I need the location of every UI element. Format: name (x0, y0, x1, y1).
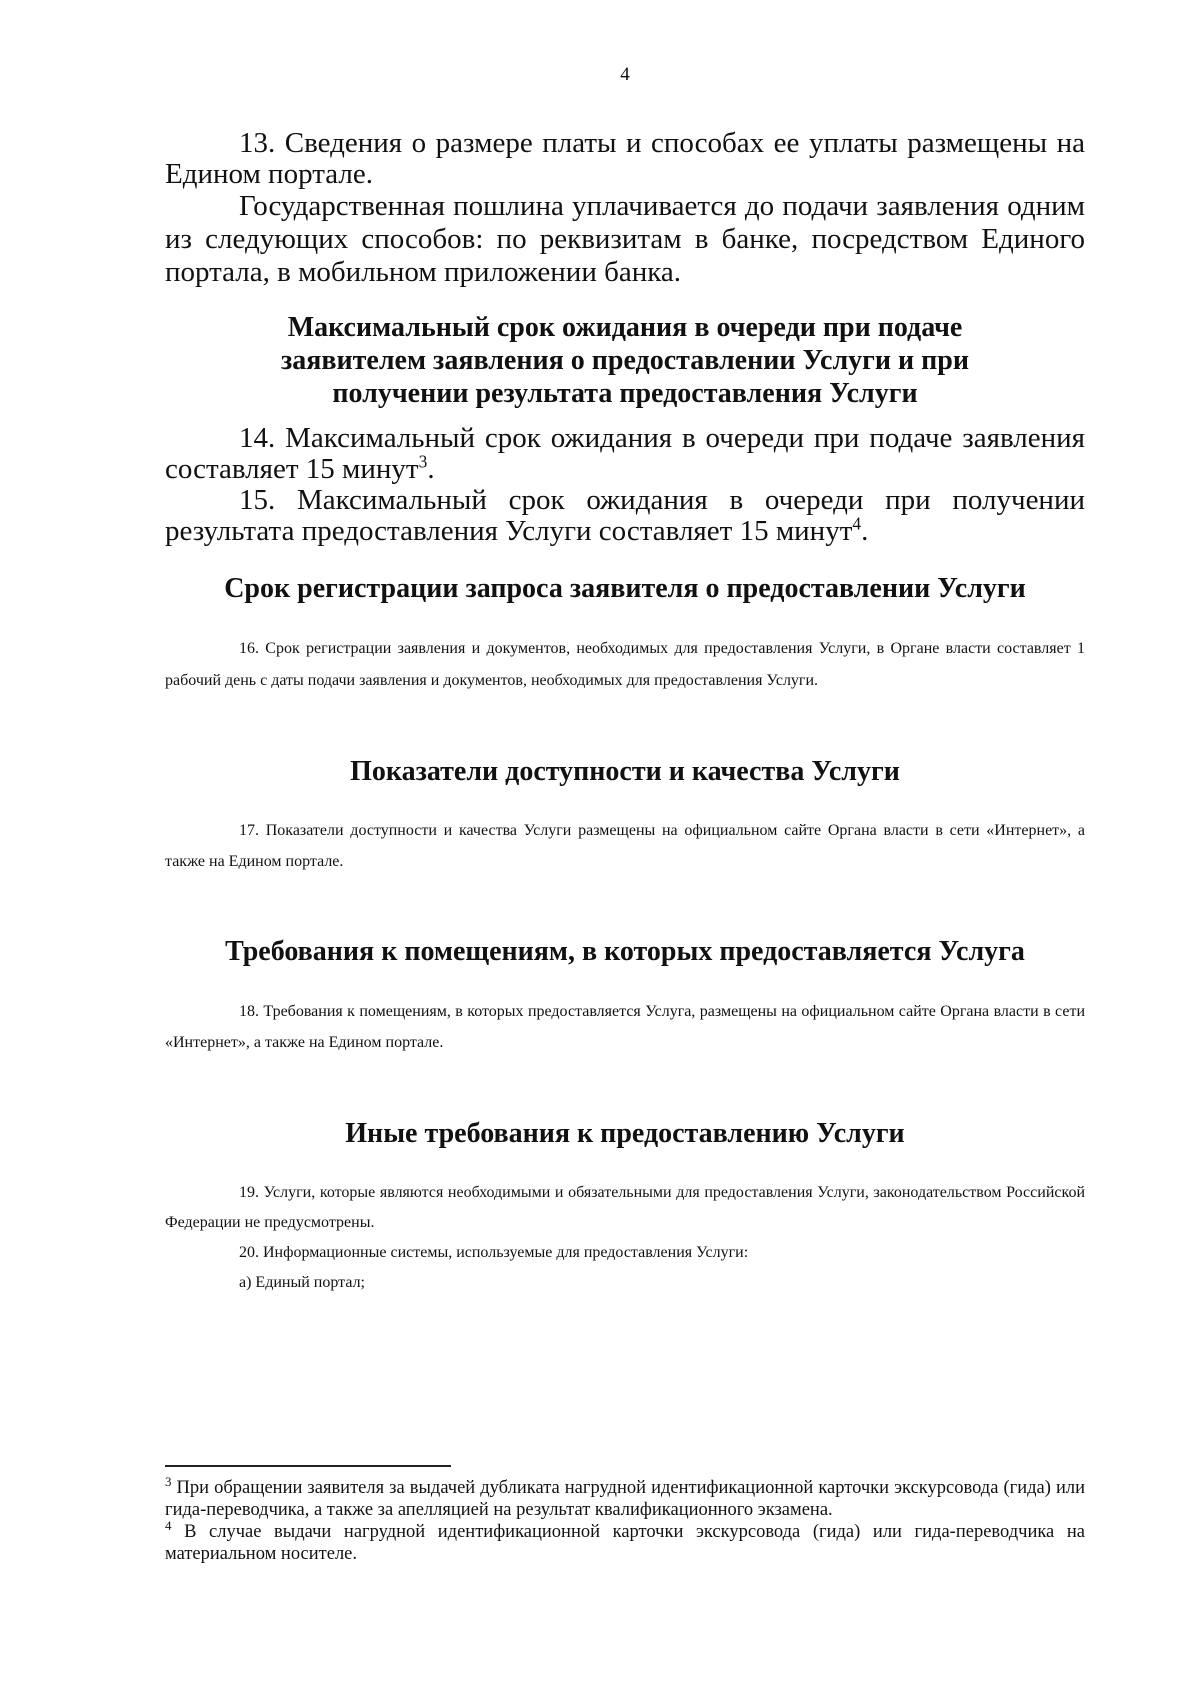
paragraph-18: 18. Требования к помещениям, в которых предоставляется Услуга, размещены на официальном сайте Органа власти в сети «Интернет», а также на Едином портале. (165, 1003, 1085, 1051)
paragraph-14 (165, 423, 1085, 485)
paragraph-13: 13. Сведения о размере платы и способах ее уплаты размещены на Едином портале. (165, 127, 1085, 190)
heading-quality: Показатели доступности и качества Услуги (350, 756, 900, 787)
footnote-separator (165, 1465, 451, 1467)
heading-other-requirements: Иные требования к предоставлению Услуги (345, 1118, 905, 1149)
section-14-15 (165, 423, 1085, 547)
paragraph-14-text: 14. Максимальный срок ожидания в очереди при подаче заявления составляет 15 минут (165, 422, 1085, 485)
footnote-4 (165, 1517, 1085, 1565)
section-wait-heading (165, 311, 1085, 410)
footnote-4-text: В случае выдачи нагрудной идентификационной карточки экскурсовода (гида) или гида-переводчика на материальном носителе. (165, 1522, 1085, 1564)
section-17 (165, 815, 1085, 877)
paragraph-20a: а) Единый портал; (239, 1274, 365, 1291)
paragraph-19: 19. Услуги, которые являются необходимыми и обязательными для предоставления Услуги, законодательством Российской Федерации не предусмотрены. (165, 1184, 1085, 1231)
paragraph-13-duty: Государственная пошлина уплачивается до подачи заявления одним из следующих способов: по реквизитам в банке, посредством Единого портала, в мобильном приложении банка. (165, 190, 1085, 288)
footnote-3-text: При обращении заявителя за выдачей дубликата нагрудной идентификационной карточки экскурсовода (гида) или гида-переводчика, а также за апелляцией на результат квалификационного экзамена. (165, 1478, 1085, 1520)
footnote-ref-4: 4 (852, 513, 862, 534)
section-13 (165, 128, 1085, 289)
section-other-heading (165, 1117, 1085, 1150)
section-quality-heading (165, 755, 1085, 788)
footnote-3 (165, 1473, 1085, 1521)
heading-rooms: Требования к помещениям, в которых предоставляется Услуга (225, 936, 1025, 967)
section-16 (165, 633, 1085, 697)
paragraph-16: 16. Срок регистрации заявления и документов, необходимых для предоставления Услуги, в Органе власти составляет 1 рабочий день с даты подачи заявления и документов, необходимых для предоставления Услуги. (165, 640, 1085, 689)
footnote-ref-3: 3 (418, 451, 428, 472)
paragraph-15-tail: . (861, 515, 869, 547)
paragraph-20: 20. Информационные системы, используемые для предоставления Услуги: (239, 1244, 749, 1261)
paragraph-15-text: 15. Максимальный срок ожидания в очереди при получении результата предоставления Услуги составляет 15 минут (165, 484, 1085, 547)
footnote-mark-4: 4 (165, 1517, 172, 1533)
paragraph-15 (165, 485, 1085, 547)
page-number: 4 (620, 64, 630, 85)
paragraph-14-tail: . (427, 453, 435, 485)
section-rooms-heading (165, 935, 1085, 968)
section-19-20 (165, 1178, 1085, 1298)
section-reg-heading (165, 572, 1085, 605)
section-18 (165, 996, 1085, 1058)
paragraph-17: 17. Показатели доступности и качества Услуги размещены на официальном сайте Органа власти в сети «Интернет», а также на Едином портале. (165, 822, 1085, 870)
heading-wait-time: Максимальный срок ожидания в очереди при подаче заявителем заявления о предоставлении Услуги и при получении результата предоставления Услуги (281, 312, 969, 409)
footnote-mark-3: 3 (165, 1473, 172, 1489)
heading-registration: Срок регистрации запроса заявителя о предоставлении Услуги (224, 573, 1026, 604)
